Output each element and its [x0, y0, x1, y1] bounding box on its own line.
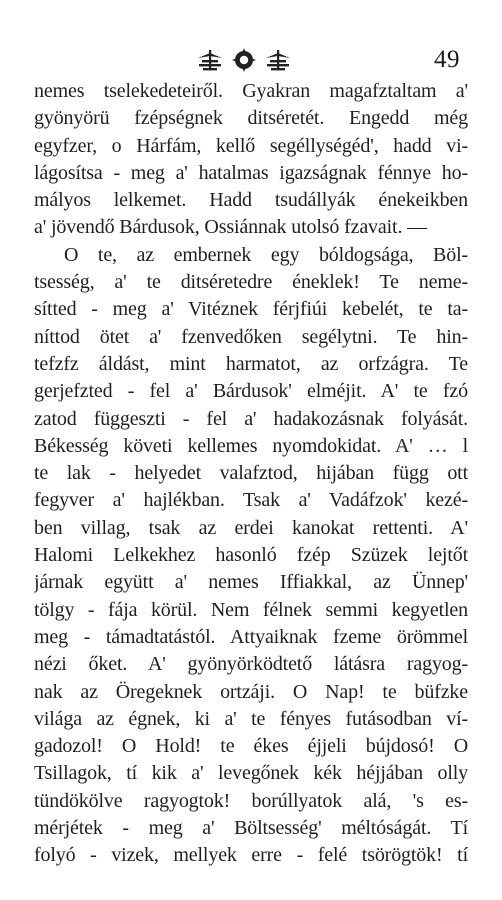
- text-line-23: nak az Öregeknek ortzáji. O Nap! te büfzke: [34, 680, 468, 703]
- text-line-28: mérjétek - meg a' Böltsesség' méltóságát. Tí: [34, 817, 468, 840]
- text-line-11: tefzfz áldást, mint harmatot, az orfzágra. Te: [34, 352, 468, 375]
- text-line-3: egyfzer, o Hárfám, kellő segéllységéd', hadd vi-: [34, 134, 468, 157]
- text-line-20: tölgy - fája körül. Nem félnek semmi kegyetlen: [34, 598, 468, 621]
- text-line-13: zatod függeszti - fel a' hadakozásnak folyását.: [34, 407, 468, 430]
- text-line-26: Tsillagok, tí kik a' levegőnek kék héjjában olly: [34, 762, 468, 785]
- text-line-17: ben villag, tsak az erdei kanokat rettenti. A': [34, 516, 468, 539]
- page-number: 49: [434, 46, 460, 73]
- body-text: [34, 78, 468, 870]
- text-line-29: folyó - vizek, mellyek erre - felé tsörögtök! tí: [34, 844, 468, 867]
- text-line-16: fegyver a' hajlékban. Tsak a' Vadáfzok' kezé-: [34, 489, 468, 512]
- text-line-10: níttod ötet a' fzenvedőken segélytni. Te hin-: [34, 325, 468, 348]
- text-line-9: sítted - meg a' Vitéznek férjfiúi kebelét, te ta-: [34, 298, 468, 321]
- text-line-12: gerjefzted - fel a' Bárdusok' elméjit. A' te fzó: [34, 380, 468, 403]
- text-line-4: lágosítsa - meg a' hatalmas igazságnak fénnye ho-: [34, 161, 468, 184]
- text-line-24: világa az égnek, ki a' te fényes futásodban ví-: [34, 707, 468, 730]
- ornament-icon: [196, 46, 292, 74]
- text-line-21: meg - támadtatástól. Attyaiknak fzeme örömmel: [34, 625, 468, 648]
- text-line-18: Halomi Lelkekhez hasonló fzép Szüzek lejtőt: [34, 544, 468, 567]
- text-line-27: tündökölve ragyogtok! borúllyatok alá, 's es-: [34, 789, 468, 812]
- text-line-5: mályos lelkemet. Hadd tsudállyák énekeikben: [34, 189, 468, 212]
- text-line-7: O te, az embernek egy bóldogsága, Böl-: [64, 243, 468, 266]
- text-line-14: Békesség követi kellemes nyomdokidat. A' … l: [34, 434, 468, 457]
- text-line-25: gadozol! O Hold! te ékes éjjeli bújdosó! O: [34, 735, 468, 758]
- text-line-22: nézi őket. A' gyönyörködtető látásra ragyog-: [34, 653, 468, 676]
- text-line-19: járnak együtt a' nemes Iffiakkal, az Ünnep': [34, 571, 468, 594]
- text-line-8: tsesség, a' te ditséretedre éneklek! Te neme-: [34, 271, 468, 294]
- text-line-6: a' jövendő Bárdusok, Ossiánnak utolsó fzavait. —: [34, 216, 427, 239]
- text-line-2: gyönyörü fzépségnek ditséretét. Engedd még: [34, 107, 468, 130]
- text-line-1: nemes tselekedeteiről. Gyakran magafztaltam a': [34, 80, 468, 102]
- text-line-15: te lak - helyedet valafztod, hijában függ ott: [34, 462, 468, 485]
- page-header: [0, 38, 502, 78]
